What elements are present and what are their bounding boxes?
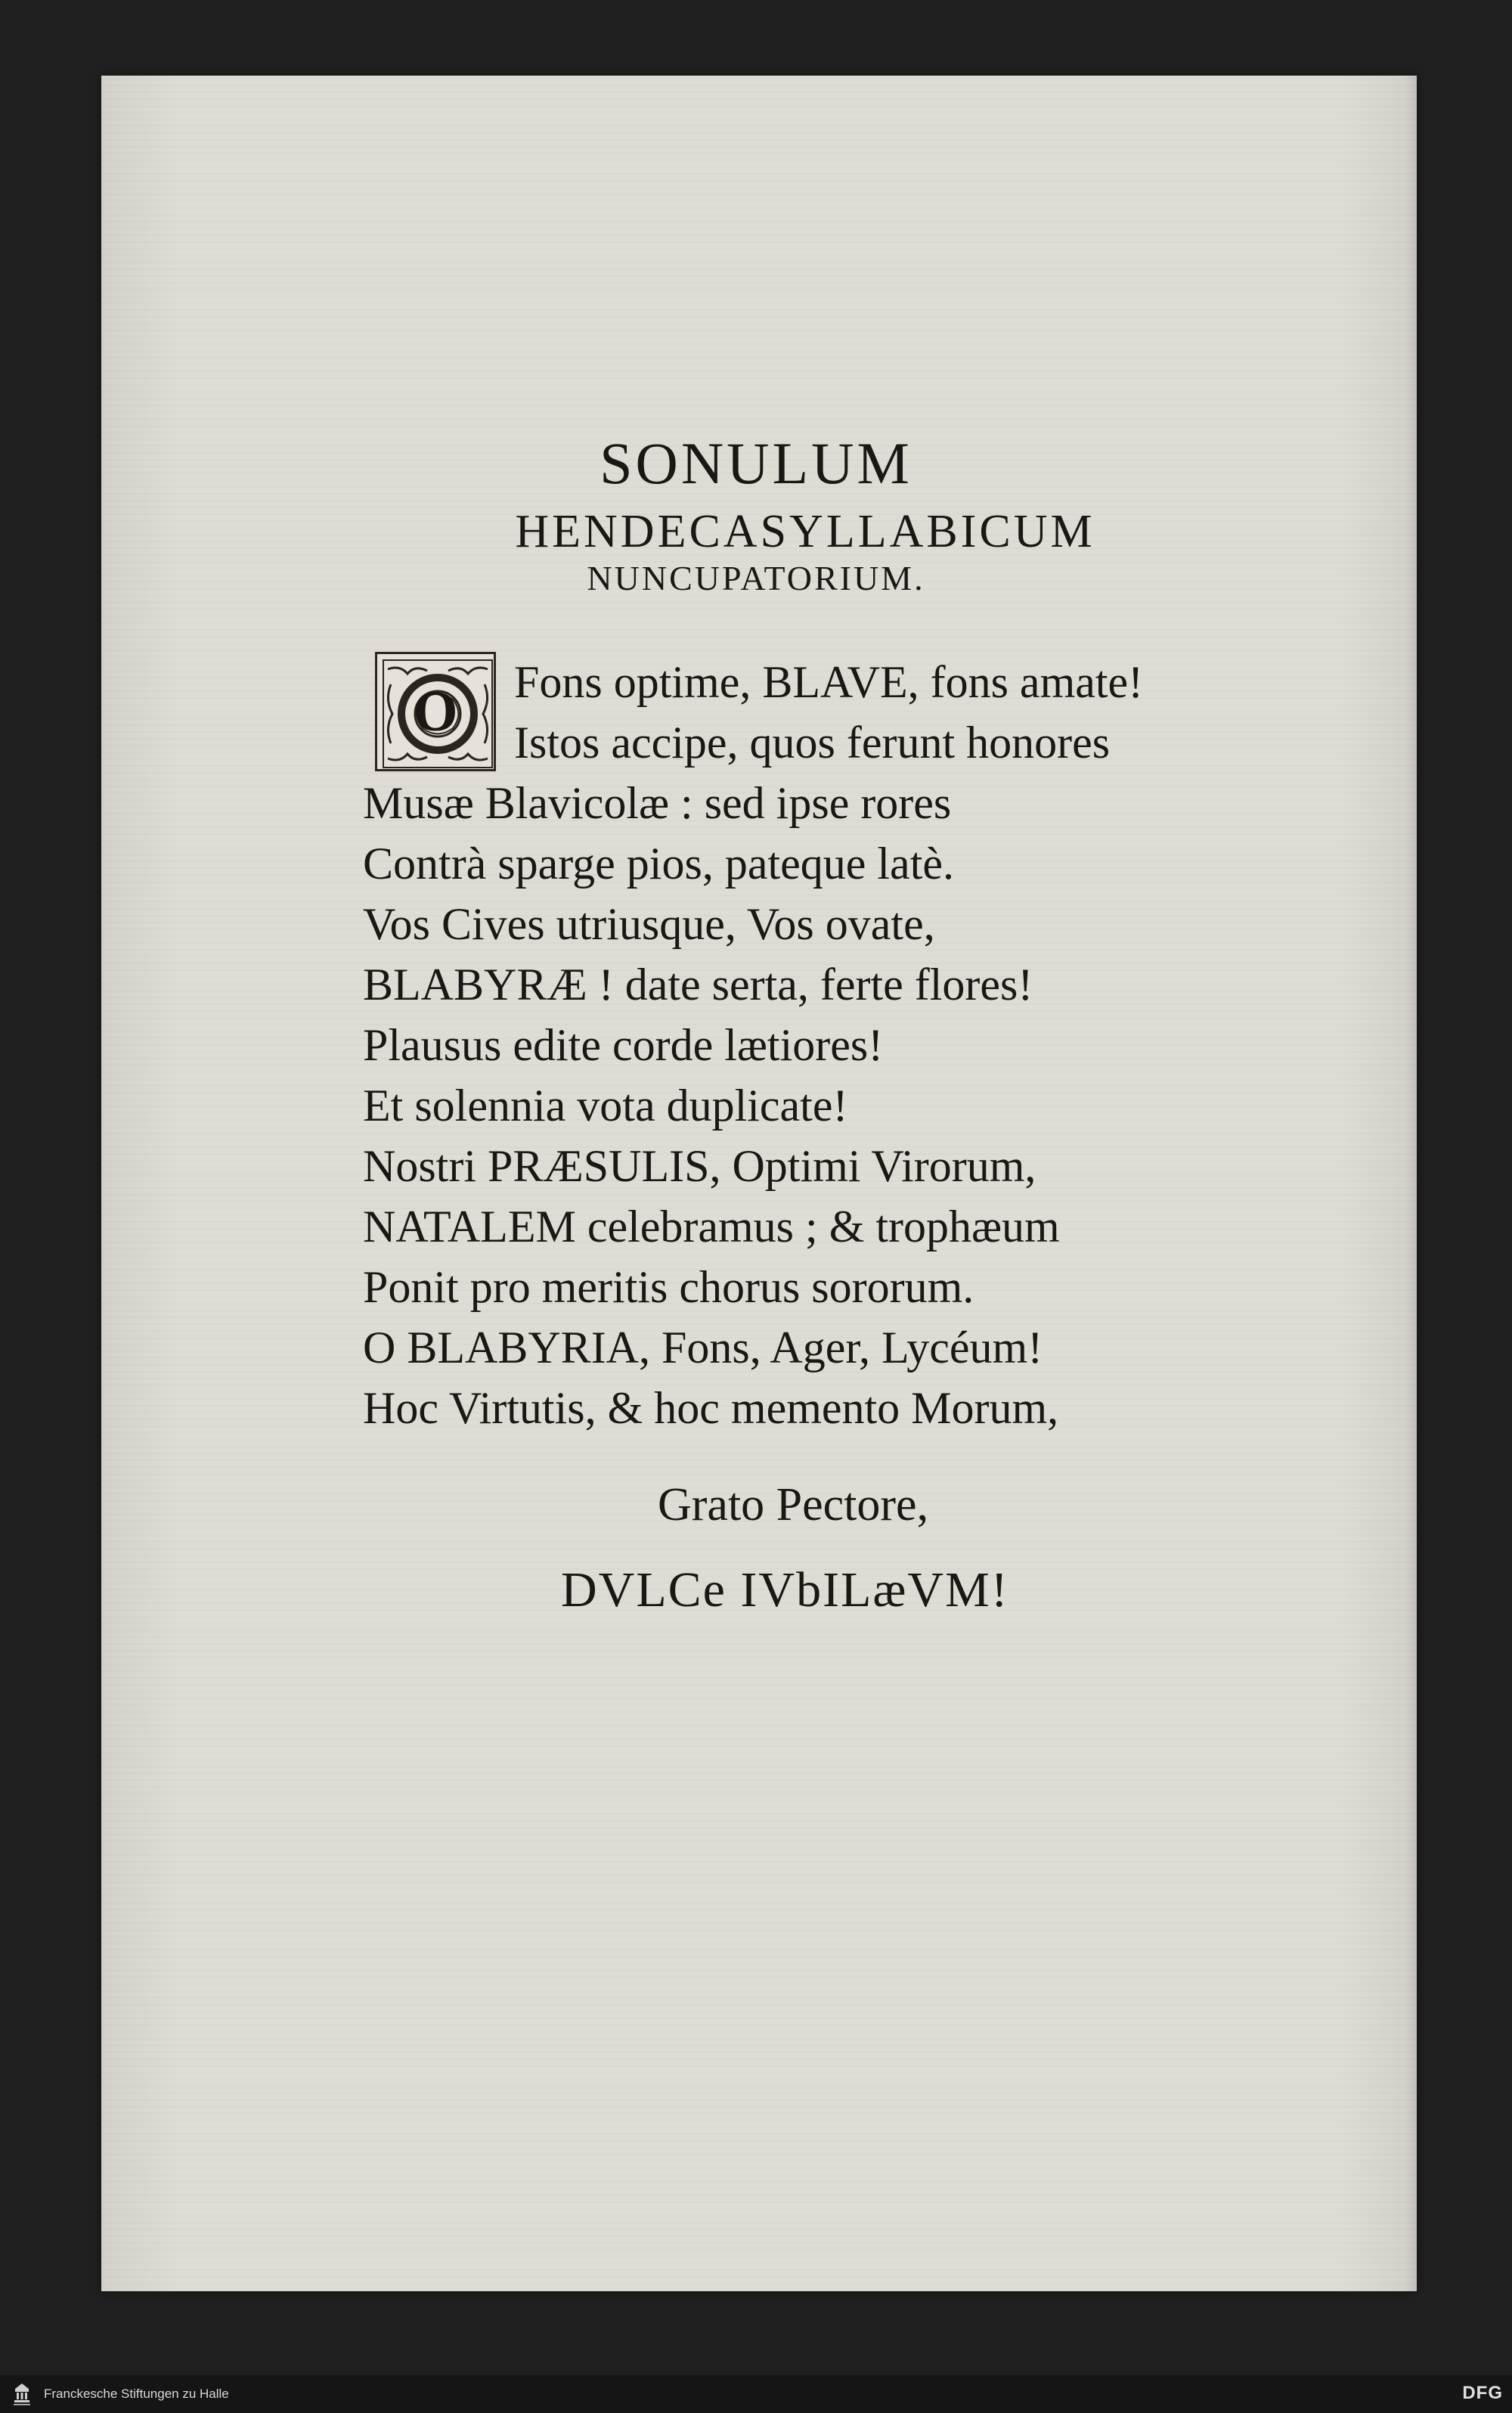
paper-edge-shadow	[1405, 76, 1417, 2291]
closing-line-1: Grato Pectore,	[658, 1479, 929, 1531]
closing-chronogram: DVLCe IVbILæVM!	[561, 1562, 1009, 1617]
institution-name: Franckesche Stiftungen zu Halle	[44, 2387, 229, 2401]
title-line-3: NUNCUPATORIUM.	[587, 559, 925, 597]
poem-line-7: Plausus edite corde lætiores!	[363, 1020, 884, 1070]
poem-line-8: Et solennia vota duplicate!	[363, 1081, 848, 1131]
poem-body	[363, 652, 1346, 1438]
poem-line-2: Istos accipe, quos ferunt honores	[514, 718, 1111, 768]
poem-line-6: BLABYRÆ ! date serta, ferte flores!	[363, 960, 1033, 1010]
viewer-footer	[0, 2375, 1512, 2413]
poem-line-11: Ponit pro meritis chorus sororum.	[363, 1262, 974, 1312]
poem-line-4: Contrà sparge pios, pateque latè.	[363, 839, 954, 889]
title-line-1: SONULUM	[600, 430, 912, 496]
poem-line-10: NATALEM celebramus ; & trophæum	[363, 1202, 1060, 1251]
drop-cap-letter: O	[413, 680, 458, 743]
poem-line-13: Hoc Virtutis, & hoc memento Morum,	[363, 1383, 1059, 1433]
poem-line-3: Musæ Blavicolæ : sed ipse rores	[363, 778, 952, 828]
poem-line-1: Fons optime, BLAVE, fons amate!	[514, 657, 1144, 707]
poem-line-9: Nostri PRÆSULIS, Optimi Virorum,	[363, 1141, 1036, 1191]
institution-logo-icon	[11, 2381, 33, 2407]
title-line-2: HENDECASYLLABICUM	[515, 506, 1095, 557]
poem-line-12: O BLABYRIA, Fons, Ager, Lycéum!	[363, 1323, 1043, 1372]
dfg-logo: DFG	[1462, 2383, 1503, 2403]
poem-line-5: Vos Cives utriusque, Vos ovate,	[363, 899, 935, 949]
